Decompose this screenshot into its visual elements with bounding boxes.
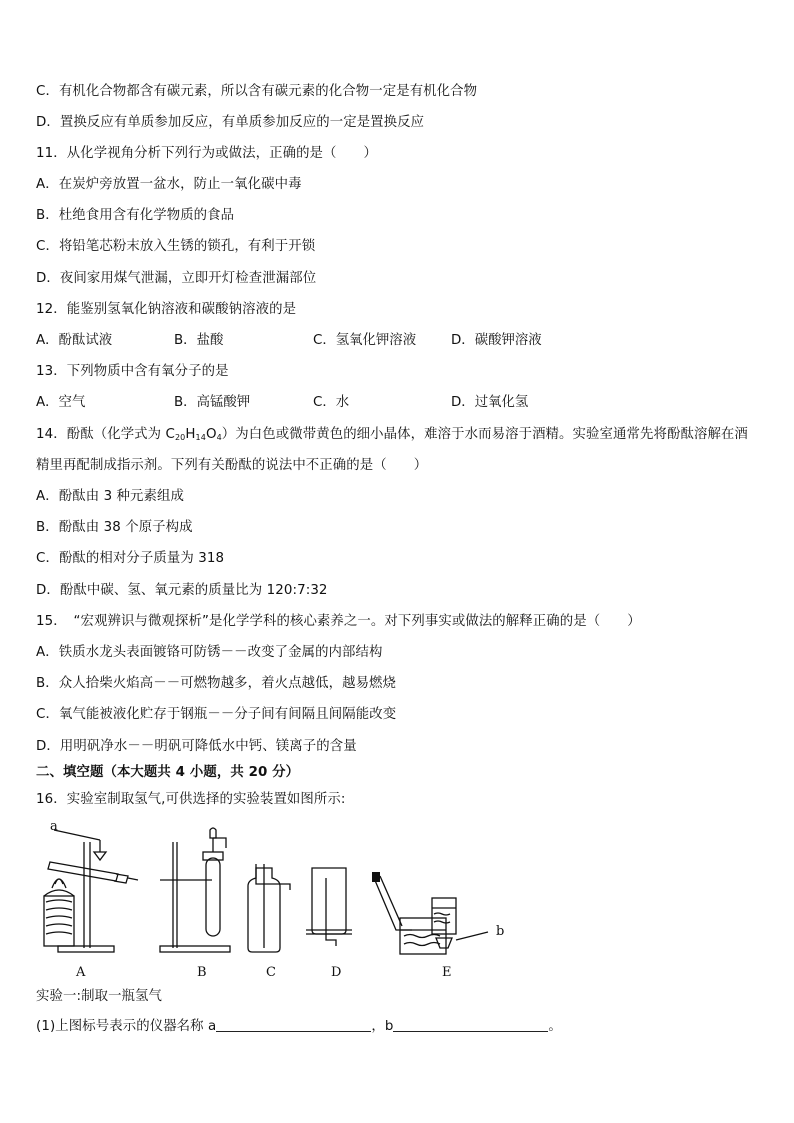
formula-o: O: [205, 427, 217, 442]
apparatus-d-inverted-bottle: [306, 868, 352, 946]
q12-option-a: A．酚酞试液: [36, 333, 113, 348]
q13-option-b: B．高锰酸钾: [174, 395, 251, 410]
q11-option-c: C．将铅笔芯粉末放入生锈的锁孔，有利于开锁: [36, 239, 316, 254]
q14-stem-prefix: 14．酚酞（化学式为 C: [36, 427, 175, 442]
q15-option-c: C．氧气能被液化贮存于钢瓶－－分子间有间隔且间隔能改变: [36, 707, 397, 722]
q14-option-c: C．酚酞的相对分子质量为 318: [36, 551, 225, 566]
formula-sub-o: 4: [216, 433, 222, 442]
answer-blank-b[interactable]: [393, 1018, 548, 1032]
answer-blank-a[interactable]: [216, 1018, 371, 1032]
q10-option-d: D．置换反应有单质参加反应，有单质参加反应的一定是置换反应: [36, 115, 425, 130]
caption-b: B: [197, 965, 207, 980]
q11-option-a: A．在炭炉旁放置一盆水，防止一氧化碳中毒: [36, 177, 302, 192]
caption-d: D: [331, 965, 342, 980]
q14-option-a: A．酚酞由 3 种元素组成: [36, 489, 185, 504]
formula-sub-h: 14: [195, 433, 206, 442]
q15-option-a: A．铁质水龙头表面镀铬可防锈－－改变了金属的内部结构: [36, 645, 383, 660]
formula-h: H: [185, 427, 196, 442]
label-a: a: [50, 819, 58, 834]
q15-option-d: D．用明矾净水－－明矾可降低水中钙、镁离子的含量: [36, 739, 357, 754]
q14-stem-line2: 精里再配制成指示剂。下列有关酚酞的说法中不正确的是（ ）: [36, 458, 428, 473]
q13-option-a: A．空气: [36, 395, 86, 410]
experiment-one-heading: 实验一:制取一瓶氢气: [36, 989, 163, 1004]
q11-option-d: D．夜间家用煤气泄漏，立即开灯检查泄漏部位: [36, 271, 317, 286]
q11-stem: 11．从化学视角分析下列行为或做法，正确的是（ ）: [36, 146, 378, 161]
caption-c: C: [266, 965, 276, 980]
q14-option-d: D．酚酞中碳、氢、氧元素的质量比为 120:7:32: [36, 583, 328, 598]
q13-stem: 13．下列物质中含有氧分子的是: [36, 364, 229, 379]
q10-option-c: C．有机化合物都含有碳元素，所以含有碳元素的化合物一定是有机化合物: [36, 84, 478, 99]
q13-option-c: C．水: [313, 395, 350, 410]
q12-option-c: C．氢氧化钾溶液: [313, 333, 417, 348]
q13-option-d: D．过氧化氢: [451, 395, 529, 410]
q15-option-b: B．众人拾柴火焰高－－可燃物越多，着火点越低，越易燃烧: [36, 676, 397, 691]
q16-part1-end: 。: [548, 1019, 562, 1034]
q14-option-b: B．酚酞由 38 个原子构成: [36, 520, 193, 535]
q11-option-b: B．杜绝食用含有化学物质的食品: [36, 208, 235, 223]
apparatus-c-gas-bottle: [248, 864, 290, 952]
apparatus-a-heating-setup: [44, 830, 138, 952]
apparatus-b-test-tube-stand: [160, 828, 230, 952]
q12-option-b: B．盐酸: [174, 333, 224, 348]
formula-sub-c: 20: [174, 433, 186, 442]
q12-stem: 12．能鉴别氢氧化钠溶液和碳酸钠溶液的是: [36, 302, 297, 317]
q16-part1: [36, 1018, 562, 1036]
caption-a: A: [76, 965, 86, 980]
apparatus-e-water-trough: [374, 876, 488, 954]
q12-option-d: D．碳酸钾溶液: [451, 333, 542, 348]
q16-part1-mid: ，b: [371, 1019, 394, 1034]
label-b: b: [496, 924, 505, 939]
apparatus-figure: [36, 818, 536, 983]
q14-stem: [36, 426, 748, 447]
q16-part1-prefix: (1)上图标号表示的仪器名称 a: [36, 1019, 217, 1034]
caption-e: E: [442, 965, 452, 980]
q15-stem: 15． “宏观辨识与微观探析”是化学学科的核心素养之一。对下列事实或做法的解释正确的是（ ）: [36, 614, 641, 629]
q14-stem-suffix: ）为白色或微带黄色的细小晶体，难溶于水而易溶于酒精。实验室通常先将酚酞溶解在酒: [221, 427, 748, 442]
section-heading: 二、填空题（本大题共 4 小题，共 20 分）: [36, 765, 300, 780]
tube-stopper: [372, 872, 380, 882]
q16-stem: 16．实验室制取氢气,可供选择的实验装置如图所示:: [36, 792, 346, 807]
